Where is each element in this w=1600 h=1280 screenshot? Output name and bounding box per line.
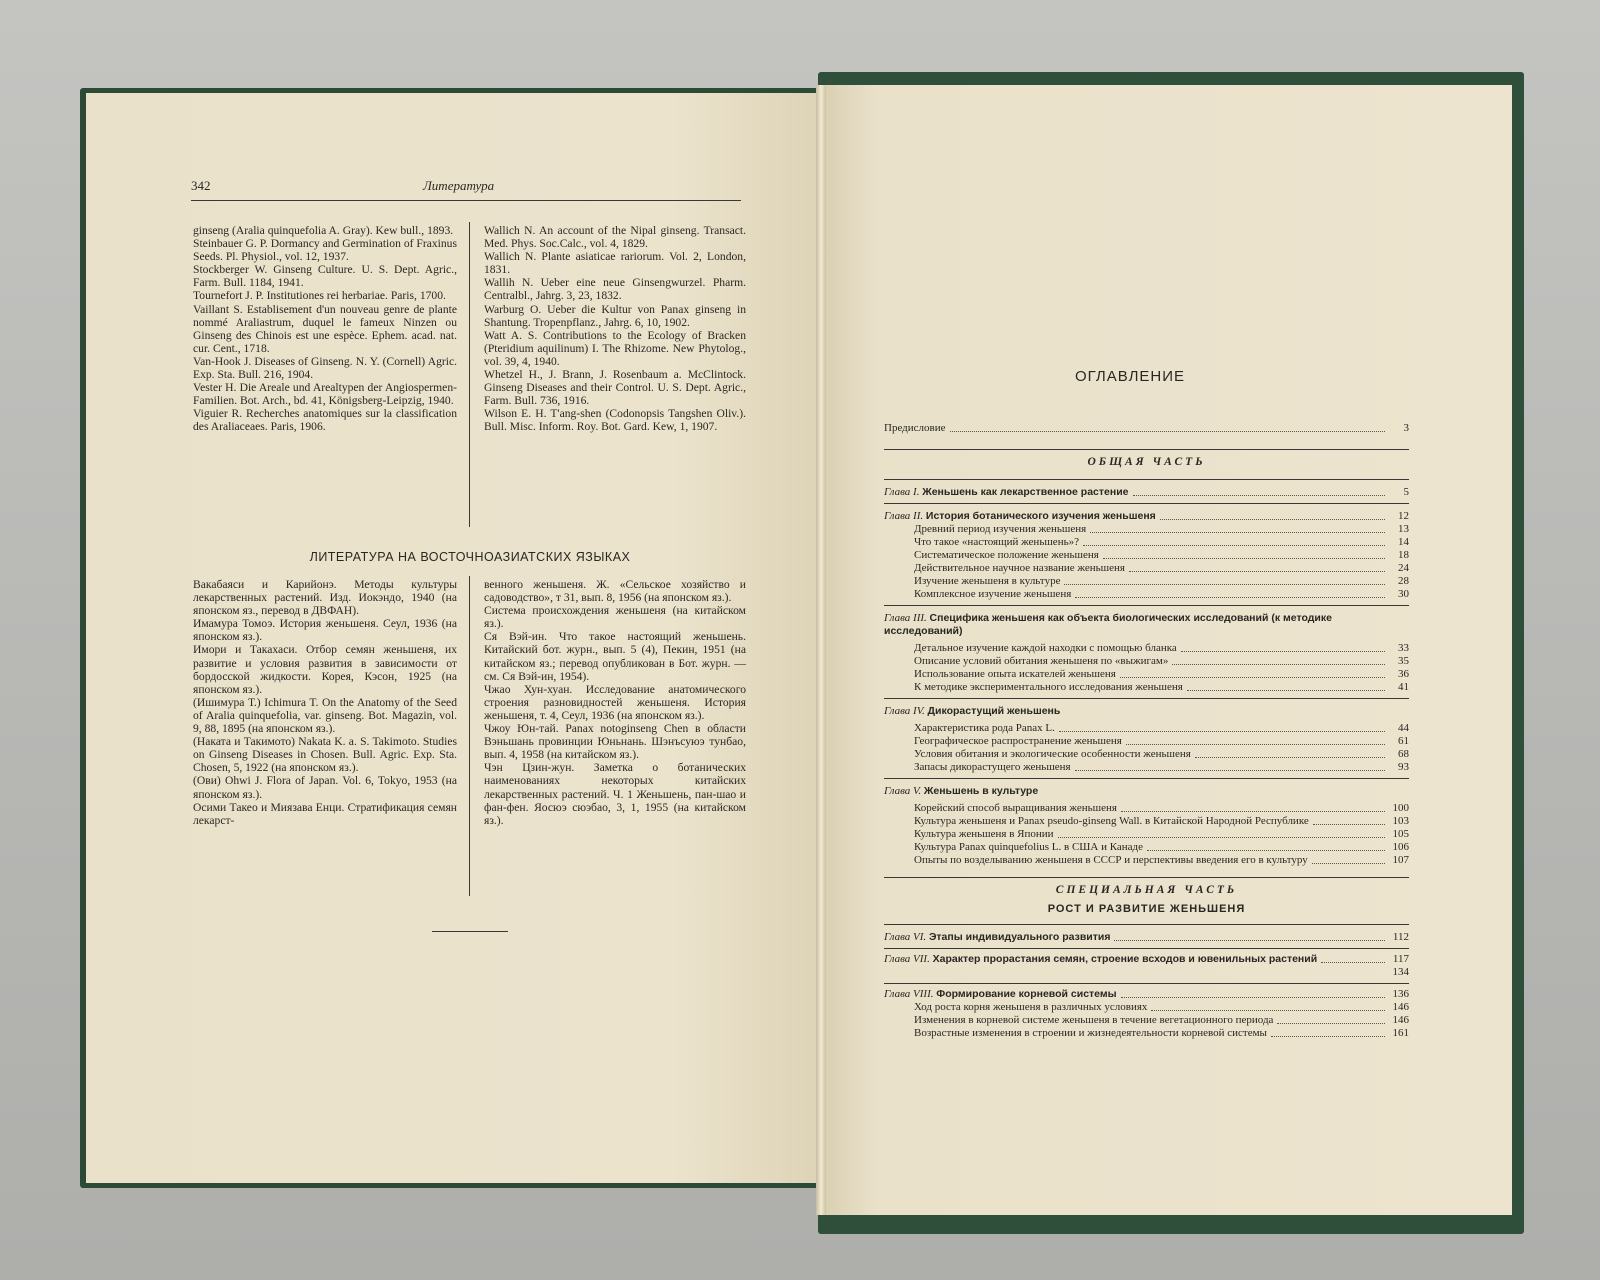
bib-entry: Vaillant S. Establisement d'un nouveau genre de plante nommé Araliastrum, duquel le fameux Ninzen ou Ginseng des Chinois est une espèce. Ephem. acad. nat. cur. Cent., 1718. (193, 302, 457, 355)
page-number: 342 (191, 178, 211, 193)
bib-entry: Steinbauer G. P. Dormancy and Germination of Fraxinus Seeds. Pl. Physiol., vol. 12, 1937. (193, 237, 457, 264)
toc-preface: Предисловие 3 (884, 422, 1409, 434)
bib-entry: (Ови) Ohwi J. Flora of Japan. Vol. 6, Tokyo, 1953 (на японском яз.). (193, 774, 457, 801)
divider (884, 877, 1409, 878)
bib-entry: (Наката и Такимото) Nakata K. a. S. Takimoto. Studies on Ginseng Diseases in Chosen. Bull. Agric. Exp. Sta. Chosen, 5, 1922 (на японском яз.). (193, 735, 457, 775)
table-of-contents (884, 422, 1409, 1040)
toc-item: Систематическое положение женьшеня 18 (914, 549, 1409, 561)
toc-chapter: Глава VIII. Формирование корневой системы 136 (884, 988, 1409, 1000)
bib-entry: Осими Такео и Миязава Енци. Стратификация семян лекарст- (193, 800, 457, 827)
toc-chapter: Глава III. Специфика женьшеня как объекта биологических исследований (к методике исследований) (884, 612, 1332, 637)
toc-item: Опыты по возделыванию женьшеня в СССР и перспективы введения его в культуру 107 (914, 854, 1409, 866)
divider (884, 698, 1409, 699)
toc-item: Корейский способ выращивания женьшеня 100 (914, 802, 1409, 814)
toc-item: Описание условий обитания женьшеня по «выжигам» 35 (914, 655, 1409, 667)
divider (884, 449, 1409, 450)
bib-entry: Warburg O. Ueber die Kultur von Panax ginseng in Shantung. Tropenpflanz., Jahrg. 6, 10, 1902. (484, 302, 746, 329)
column-rule (469, 576, 470, 896)
toc-item: Комплексное изучение женьшеня 30 (914, 588, 1409, 600)
bib-entry: Вакабаяси и Карийонэ. Методы культуры лекарственных растений. Изд. Иокэндо, 1940 (на японском яз., перевод в ДВФАН). (193, 578, 457, 618)
bib-entry: Van-Hook J. Diseases of Ginseng. N. Y. (Cornell) Agric. Exp. Sta. Bull. 216, 1904. (193, 354, 457, 382)
toc-item: Изучение женьшеня в культуре 28 (914, 575, 1409, 587)
toc-item: Культура Panax quinquefolius L. в США и Канаде 106 (914, 841, 1409, 853)
bib-entry: Система происхождения женьшеня (на китайском яз.). (484, 604, 746, 631)
toc-item: Детальное изучение каждой находки с помощью бланка 33 (914, 642, 1409, 654)
bib-entry: Wallich N. Plante asiaticae rariorum. Vol. 2, London, 1831. (484, 250, 746, 277)
bib-entry: Чжао Хун-хуан. Исследование анатомического строения разновидностей женьшеня. История женьшеня, т. 4, Сеул, 1936 (на японском яз.). (484, 682, 746, 722)
toc-chapter: Глава VII. Характер прорастания семян, строение всходов и ювенильных растений 117 (884, 953, 1409, 965)
bib-entry: Чэн Цзин-жун. Заметка о ботанических наименованиях некоторых китайских лекарственных растений. Ч. 1 Женьшень, пан-шао и фан-фен. Яосюэ сюэбао, 3, 1, 1955 (на китайском яз.). (484, 761, 746, 827)
column-rule (469, 222, 470, 527)
toc-chapter: Глава II. История ботанического изучения женьшеня 12 (884, 510, 1409, 522)
bib-entry: Watt A. S. Contributions to the Ecology of Bracken (Pteridium aquilinum) I. The Rhizome. New Phytolog., vol. 39, 4, 1940. (484, 328, 746, 368)
book-gutter (816, 85, 826, 1215)
toc-item: Ход роста корня женьшеня в различных условиях 146 (914, 1001, 1409, 1013)
toc-chapter: Глава VI. Этапы индивидуального развития 112 (884, 931, 1409, 943)
toc-item: Использование опыта искателей женьшеня 36 (914, 668, 1409, 680)
bib-entry: Tournefort J. P. Institutiones rei herbariae. Paris, 1700. (193, 289, 446, 303)
bib-entry: Wallich N. An account of the Nipal ginseng. Transact. Med. Phys. Soc.Calc., vol. 4, 1829. (484, 224, 746, 251)
running-title: Литература (423, 178, 495, 193)
toc-item: Географическое распространение женьшеня 61 (914, 735, 1409, 747)
part-subheading: РОСТ И РАЗВИТИЕ ЖЕНЬШЕНЯ (1047, 903, 1246, 915)
toc-item: Культура женьшеня и Panax pseudo-ginseng Wall. в Китайской Народной Республике 103 (914, 815, 1409, 827)
toc-item: Возрастные изменения в строении и жизнедеятельности корневой системы 161 (914, 1027, 1409, 1039)
toc-item: Характеристика рода Panax L. 44 (914, 722, 1409, 734)
bib-entry: ginseng (Aralia quinquefolia A. Gray). Kew bull., 1893. (193, 224, 454, 237)
end-rule (432, 931, 508, 932)
divider (884, 605, 1409, 606)
toc-title: ОГЛАВЛЕНИЕ (1074, 368, 1186, 385)
part-heading: СПЕЦИАЛЬНАЯ ЧАСТЬ (1055, 884, 1238, 896)
divider (884, 503, 1409, 504)
section-heading: ЛИТЕРАТУРА НА ВОСТОЧНОАЗИАТСКИХ ЯЗЫКАХ (309, 550, 631, 564)
divider (884, 778, 1409, 779)
bib-entry: Whetzel H., J. Brann, J. Rosenbaum a. McClintock. Ginseng Diseases and their Control. U. S. Dept. Agric., Farm. Bull. 736, 1916. (484, 368, 746, 408)
toc-item: Запасы дикорастущего женьшеня 93 (914, 761, 1409, 773)
toc-chapter: Глава V. Женьшень в культуре (884, 785, 1039, 797)
toc-item: Условия обитания и экологические особенности женьшеня 68 (914, 748, 1409, 760)
bibliography-column-1 (193, 224, 457, 434)
toc-item: Культура женьшеня в Японии 105 (914, 828, 1409, 840)
bib-entry: Ся Вэй-ин. Что такое настоящий женьшень. Китайский бот. журн., вып. 5 (4), Пекин, 1951 (на китайском яз.; перевод опубликован в Бот. журн. — см. Ся Вэй-ин, 1954). (484, 630, 746, 683)
toc-chapter: Глава IV. Дикорастущий женьшень (884, 705, 1061, 717)
toc-chapter: Глава I. Женьшень как лекарственное растение 5 (884, 486, 1409, 498)
divider (884, 948, 1409, 949)
bib-entry: Wilson E. H. T'ang-shen (Codonopsis Tangshen Oliv.). Bull. Misc. Inform. Roy. Bot. Gard. Kew, 1, 1907. (484, 407, 746, 434)
bib-entry: Wallih N. Ueber eine neue Ginsengwurzel. Pharm. Centralbl., Jahrg. 3, 23, 1832. (484, 276, 746, 303)
bibliography-column-2 (484, 224, 746, 434)
bibliography-column-3 (193, 578, 457, 827)
divider (884, 479, 1409, 480)
bibliography-column-4 (484, 578, 746, 827)
divider (884, 983, 1409, 984)
divider (884, 924, 1409, 925)
toc-item: Действительное научное название женьшеня 24 (914, 562, 1409, 574)
bib-entry: Имори и Такахаси. Отбор семян женьшеня, их развитие и условия развития в зависимости от бордосской жидкости. Корея, Кэсон, 1925 (на японском яз.). (193, 643, 457, 696)
bib-entry: Vester H. Die Areale und Arealtypen der Angiospermen-Familien. Bot. Arch., bd. 41, Königsberg-Leipzig, 1940. (193, 381, 457, 408)
toc-item: К методике экспериментального исследования женьшеня 41 (914, 681, 1409, 693)
toc-page-number: 134 (1392, 966, 1409, 978)
bib-entry: венного женьшеня. Ж. «Сельское хозяйство и садоводство», т 31, вып. 8, 1956 (на японском яз.). (484, 578, 746, 605)
bib-entry: Имамура Томоэ. История женьшеня. Сеул, 1936 (на японском яз.). (193, 617, 457, 644)
bib-entry: Чжоу Юн-тай. Panax notoginseng Chen в области Вэньшань провинции Юньнань. Шэнъсуюэ тунбао, вып. 4, 1958 (на китайском яз.). (484, 722, 746, 762)
running-head (191, 178, 741, 201)
bib-entry: Stockberger W. Ginseng Culture. U. S. Dept. Agric., Farm. Bull. 1184, 1941. (193, 263, 457, 290)
part-heading: ОБЩАЯ ЧАСТЬ (1087, 456, 1206, 468)
bib-entry: (Ишимура Т.) Ichimura T. On the Anatomy of the Seed of Aralia quinquefolia, var. ginseng. Bot. Magazin, vol. 9, 88, 1895 (на японском яз.). (193, 695, 457, 736)
toc-item: Древний период изучения женьшеня 13 (914, 523, 1409, 535)
bib-entry: Viguier R. Recherches anatomiques sur la classification des Araliaceaes. Paris, 1906. (193, 407, 457, 434)
toc-item: Что такое «настоящий женьшень»? 14 (914, 536, 1409, 548)
toc-item: Изменения в корневой системе женьшеня в течение вегетационного периода 146 (914, 1014, 1409, 1026)
